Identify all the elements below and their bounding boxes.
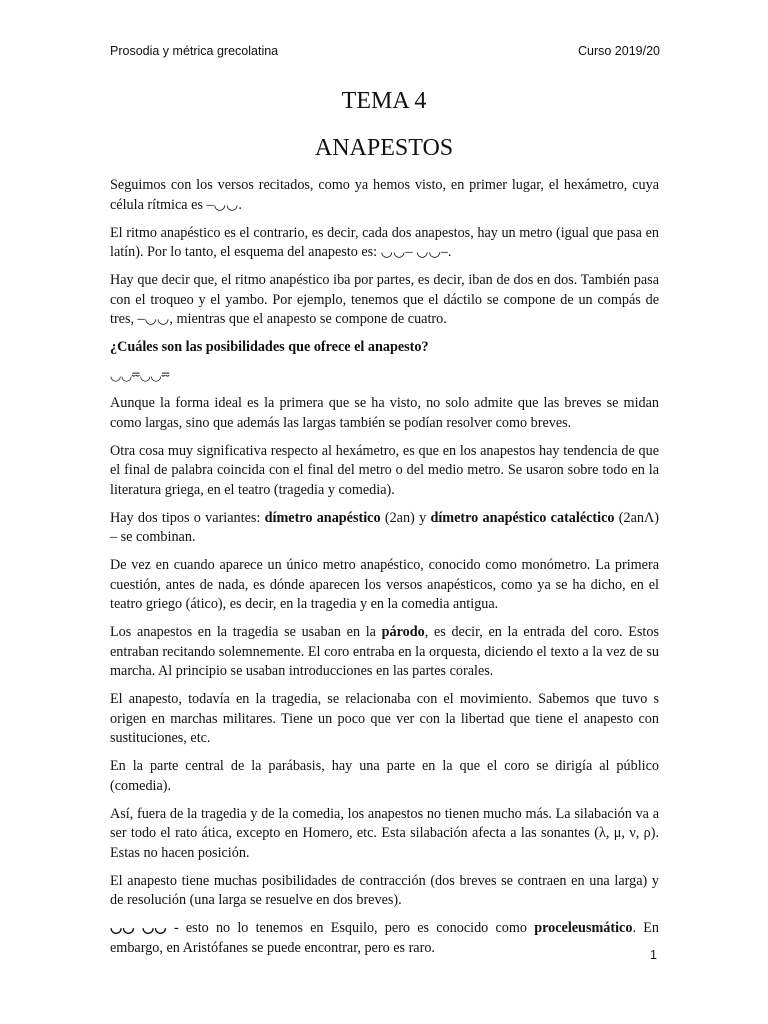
paragraph-10 <box>110 623 659 682</box>
paragraph-8 <box>110 509 659 548</box>
p15-scheme: ◡◡ ◡◡ <box>110 920 167 936</box>
p8-text-c: (2an) y <box>380 509 431 526</box>
paragraph-14: El anapesto tiene muchas posibilidades de contracción (dos breves se contraen en una larga) y de resolución (una larga se resuelve en dos breves). <box>110 872 659 908</box>
page-number: 1 <box>650 948 657 962</box>
document-title: TEMA 4 <box>341 88 427 114</box>
p10-text-c: , es decir, en la entrada del coro. Estos entraban recitando solemnemente. El coro entraba en la orquesta, diciendo el texto a la vez de su marcha. Al principio se usaban introducciones en las partes corales. <box>110 624 659 679</box>
paragraph-6: Aunque la forma ideal es la primera que se ha visto, no solo admite que las breves se midan como largas, sino que además las largas también se podían resolver como breves. <box>110 395 659 431</box>
paragraph-11: El anapesto, todavía en la tragedia, se relacionaba con el movimiento. Sabemos que tuvo s origen en marchas militares. Tiene un poco que ver con la libertad que tiene el anapesto con sustituciones, etc. <box>110 691 659 746</box>
question-heading-text: ¿Cuáles son las posibilidades que ofrece el anapesto? <box>110 339 429 355</box>
p15-text-d: . En embargo, en Aristófanes se puede encontrar, pero es raro. <box>110 920 659 956</box>
p10-term-parodo: párodo <box>381 624 425 640</box>
header-course-year: Curso 2019/20 <box>577 44 660 58</box>
p10-text-a: Los anapestos en la tragedia se usaban en la <box>110 624 382 640</box>
p8-text-e: (2anΛ) – se combinan. <box>110 509 659 545</box>
question-heading <box>110 338 659 358</box>
paragraph-9: De vez en cuando aparece un único metro anapéstico, conocido como monómetro. La primera cuestión, antes de nada, es dónde aparecen los versos anapésticos, como ya se ha dicho, en el teatro griego (ático), es decir, en la tragedia y en la comedia antigua. <box>110 557 659 612</box>
paragraph-7: Otra cosa muy significativa respecto al hexámetro, es que en los anapestos hay tendencia de que el final de palabra coincida con el final del metro o del medio metro. Se usaron sobre todo en la literatura griega, en el teatro (tragedia y comedia). <box>110 442 659 498</box>
paragraph-3: Hay que decir que, el ritmo anapéstico iba por partes, es decir, iban de dos en dos. También pasa con el troqueo y el yambo. Por ejemplo, tenemos que el dáctilo se compone de un compás de tres, –◡◡, mientras que el anapesto se compone de cuatro. <box>110 272 659 327</box>
paragraph-2: El ritmo anapéstico es el contrario, es decir, cada dos anapestos, hay un metro (igual que pasa en latín). Por lo tanto, el esquema del anapesto es: ◡◡– ◡◡–. <box>110 224 659 260</box>
p8-text-a: Hay dos tipos o variantes: <box>110 509 265 526</box>
paragraph-13: Así, fuera de la tragedia y de la comedia, los anapestos no tienen mucho más. La silabación va a ser todo el rato ática, excepto en Homero, etc. Esta silabación afecta a las sonantes (λ, μ, ν, ρ). Estas no hacen posición. <box>110 805 659 861</box>
p15-term-proceleusmatico: proceleusmático <box>534 920 633 936</box>
document-subtitle: ANAPESTOS <box>314 135 454 161</box>
paragraph-12: En la parte central de la parábasis, hay una parte en la que el coro se dirigía al público (comedia). <box>110 758 659 794</box>
p8-term-cataléctico: dímetro anapéstico cataléctico <box>430 509 615 526</box>
page-header <box>110 44 660 64</box>
paragraph-1: Seguimos con los versos recitados, como ya hemos visto, en primer lugar, el hexámetro, cuya célula rítmica es –◡◡. <box>110 177 659 213</box>
header-course-title: Prosodia y métrica grecolatina <box>110 44 279 58</box>
paragraph-15 <box>110 919 659 958</box>
p15-text-b: - esto no lo tenemos en Esquilo, pero es conocido como <box>166 920 535 936</box>
document-body <box>110 176 659 967</box>
metrical-scheme: ◡◡⏔◡◡⏔ <box>110 368 170 383</box>
p8-term-dimetro: dímetro anapéstico <box>264 509 381 526</box>
